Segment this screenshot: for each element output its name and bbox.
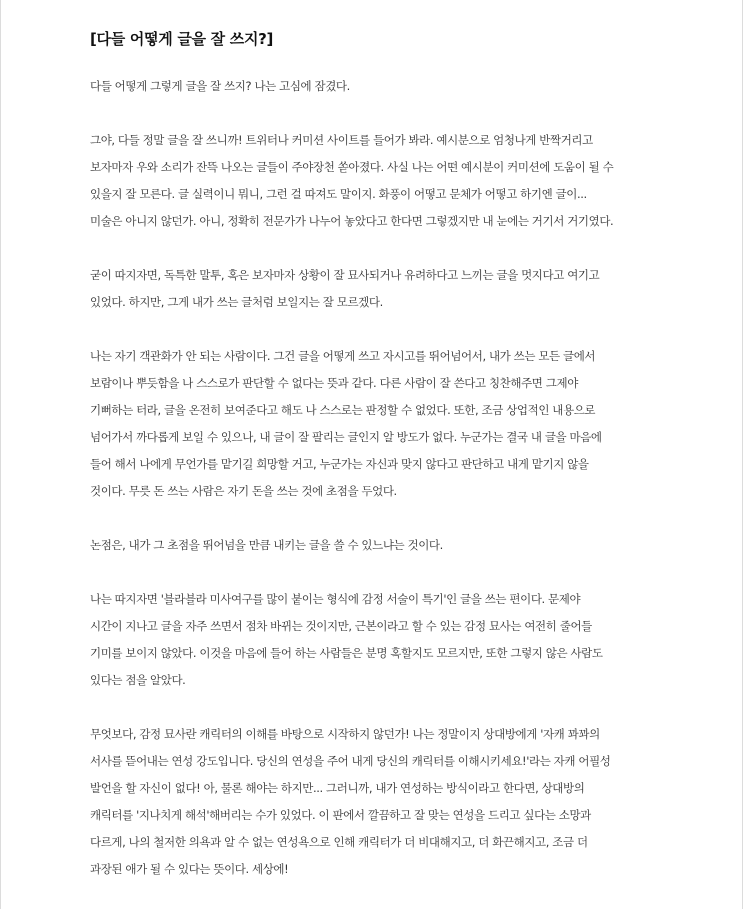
text-line: 무엇보다, 감정 묘사란 캐릭터의 이해를 바탕으로 시작하지 않던가! 나는 정말이지 상대방에게 '자캐 꽈꽈의: [90, 727, 600, 741]
text-line: 굳이 따지자면, 독특한 말투, 혹은 보자마자 상황이 잘 묘사되거나 유려하다고 느끼는 글을 멋지다고 여기고: [90, 268, 600, 282]
text-line: 논점은, 내가 그 초점을 뛰어넘을 만큼 내키는 글을 쓸 수 있느냐는 것이다.: [90, 538, 443, 552]
text-line: 발언을 할 자신이 없다! 아, 물론 해야는 하지만... 그러니까, 내가 연성하는 방식이라고 한다면, 상대방의: [90, 781, 585, 795]
text-line: 나는 따지자면 '블라블라 미사여구를 많이 붙이는 형식에 감정 서술이 특기'인 글을 쓰는 편이다. 문제야: [90, 592, 581, 606]
text-line: 있다는 점을 알았다.: [90, 673, 186, 687]
paragraph: [90, 343, 665, 505]
paragraph: [90, 262, 665, 316]
paragraph: [90, 721, 665, 883]
text-line: 있었다. 하지만, 그게 내가 쓰는 글처럼 보일지는 잘 모르겠다.: [90, 295, 383, 309]
paragraph-gap: [90, 505, 665, 532]
text-line: 서사를 뜯어내는 연성 강도입니다. 당신의 연성을 주어 내게 당신의 캐릭터를 이해시키세요!'라는 자캐 어필성: [90, 754, 611, 768]
article: [90, 27, 665, 883]
text-line: 보자마자 우와 소리가 잔뜩 나오는 글들이 주야장천 쏟아졌다. 사실 나는 어떤 예시분이 커미션에 도움이 될 수: [90, 160, 614, 174]
paragraph-gap: [90, 100, 665, 127]
paragraph: [90, 586, 665, 694]
text-line: 다들 어떻게 그렇게 글을 잘 쓰지? 나는 고심에 잠겼다.: [90, 79, 350, 93]
paragraph: [90, 532, 665, 559]
text-line: 넘어가서 까다롭게 보일 수 있으나, 내 글이 잘 팔리는 글인지 알 방도가 없다. 누군가는 결국 내 글을 마음에: [90, 430, 602, 444]
text-line: 보람이나 뿌듯함을 나 스스로가 판단할 수 없다는 뜻과 같다. 다른 사람이 잘 쓴다고 칭찬해주면 그제야: [90, 376, 578, 390]
text-line: 들어 해서 나에게 무언가를 맡기길 희망할 거고, 누군가는 자신과 맞지 않다고 판단하고 내게 맡기지 않을: [90, 457, 589, 471]
paragraph-gap: [90, 316, 665, 343]
text-line: 기미를 보이지 않았다. 이것을 마음에 들어 하는 사람들은 분명 혹할지도 모르지만, 또한 그렇지 않은 사람도: [90, 646, 603, 660]
article-title: [다들 어떻게 글을 잘 쓰지?]: [90, 30, 274, 48]
paragraph-gap: [90, 694, 665, 721]
article-body: [90, 73, 665, 883]
text-line: 미술은 아니지 않던가. 아니, 정확히 전문가가 나누어 놓았다고 한다면 그렇겠지만 내 눈에는 거기서 거기였다.: [90, 214, 614, 228]
text-line: 것이다. 무릇 돈 쓰는 사람은 자기 돈을 쓰는 것에 초점을 두었다.: [90, 484, 397, 498]
text-line: 캐릭터를 '지나치게 해석'해버리는 수가 있었다. 이 판에서 깔끔하고 잘 맞는 연성을 드리고 싶다는 소망과: [90, 808, 591, 822]
text-line: 과장된 애가 될 수 있다는 뜻이다. 세상에!: [90, 862, 289, 876]
paragraph: [90, 127, 665, 235]
paragraph-gap: [90, 235, 665, 262]
paragraph: [90, 73, 665, 100]
text-line: 나는 자기 객관화가 안 되는 사람이다. 그건 글을 어떻게 쓰고 자시고를 뛰어넘어서, 내가 쓰는 모든 글에서: [90, 349, 596, 363]
paragraph-gap: [90, 559, 665, 586]
text-line: 그야, 다들 정말 글을 잘 쓰니까! 트위터나 커미션 사이트를 들어가 봐라. 예시분으로 엄청나게 반짝거리고: [90, 133, 593, 147]
text-line: 시간이 지나고 글을 자주 쓰면서 점차 바뀌는 것이지만, 근본이라고 할 수 있는 감정 묘사는 여전히 줄어들: [90, 619, 592, 633]
text-line: 다르게, 나의 철저한 의욕과 알 수 없는 연성욕으로 인해 캐릭터가 더 비대해지고, 더 화끈해지고, 조금 더: [90, 835, 588, 849]
text-line: 있을지 잘 모른다. 글 실력이니 뭐니, 그런 걸 따져도 말이지. 화풍이 어떻고 문체가 어떻고 하기엔 글이...: [90, 187, 587, 201]
text-line: 기뻐하는 터라, 글을 온전히 보여준다고 해도 나 스스로는 판정할 수 없었다. 또한, 조금 상업적인 내용으로: [90, 403, 596, 417]
